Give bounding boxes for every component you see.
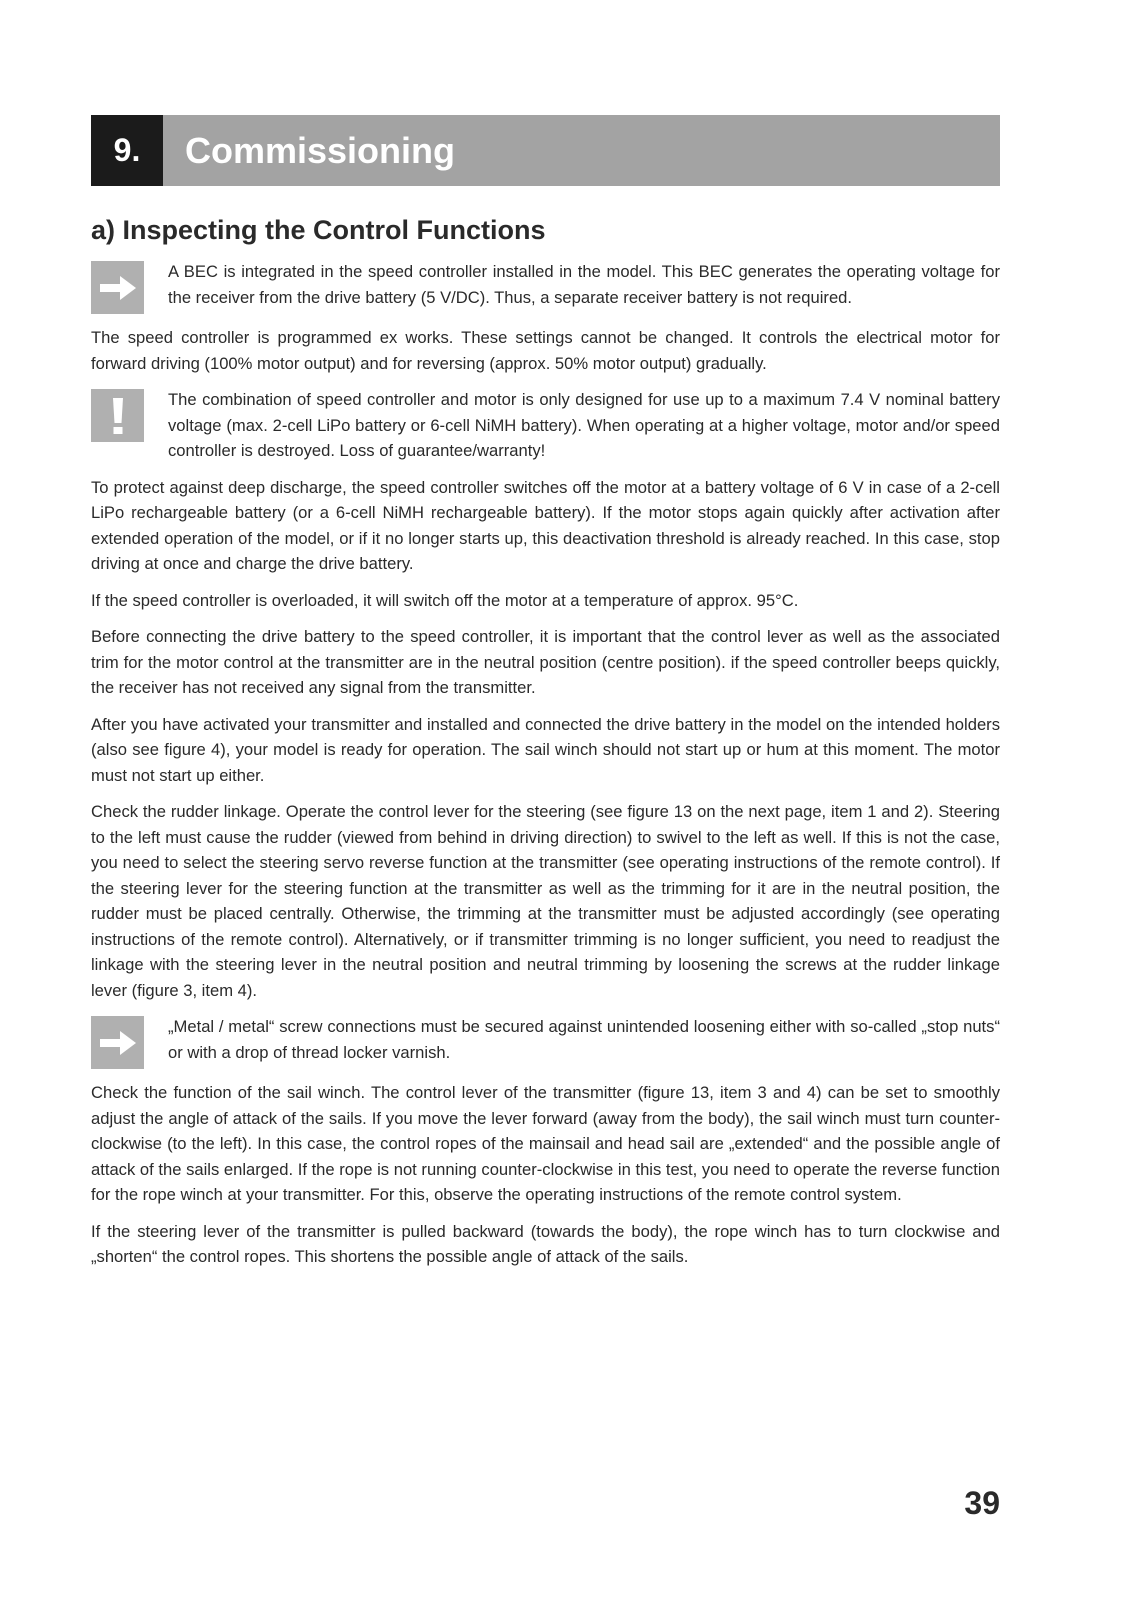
section-heading: a) Inspecting the Control Functions [91, 215, 546, 245]
paragraph: The speed controller is programmed ex works. These settings cannot be changed. It controls the electrical motor for forward driving (100% motor output) and for reversing (approx. 50% motor output) gradually. [91, 328, 1000, 373]
paragraph: Check the function of the sail winch. The control lever of the transmitter (figure 13, item 3 and 4) can be set to smoothly adjust the angle of attack of the sails. If you move the lever forward (away from the body), the sail winch must turn counter-clockwise (to the left). In this case, the control ropes of the mainsail and head sail are „extended“ and the possible angle of attack of the sails enlarged. If the rope is not running counter-clockwise in this test, you need to operate the reverse function for the rope winch at your transmitter. For this, observe the operating instructions of the remote control system. [91, 1083, 1000, 1204]
chapter-header [91, 115, 1000, 186]
warning-note-voltage [91, 387, 1000, 464]
paragraph: If the speed controller is overloaded, it will switch off the motor at a temperature of approx. 95°C. [91, 590, 799, 610]
paragraph: To protect against deep discharge, the speed controller switches off the motor at a battery voltage of 6 V in case of a 2-cell LiPo rechargeable battery (or a 6-cell NiMH rechargeable battery). If the motor stops again quickly after activation after extended operation of the model, or if it no longer starts up, this deactivation threshold is already reached. In this case, stop driving at once and charge the drive battery. [91, 477, 1000, 573]
note-text: „Metal / metal“ screw connections must be secured against unintended loosening either with so-called „stop nuts“ or with a drop of thread locker varnish. [168, 1017, 1000, 1062]
chapter-title: Commissioning [185, 129, 456, 171]
arrow-right-icon [91, 1016, 144, 1069]
exclamation-icon [91, 389, 144, 442]
arrow-right-icon [91, 261, 144, 314]
chapter-number: 9. [91, 115, 163, 186]
note-text: A BEC is integrated in the speed controller installed in the model. This BEC generates the operating voltage for the receiver from the drive battery (5 V/DC). Thus, a separate receiver battery is not required. [168, 262, 1000, 307]
warning-text: The combination of speed controller and motor is only designed for use up to a maximum 7.4 V nominal battery voltage (max. 2-cell LiPo battery or 6-cell NiMH battery). When operating at a higher voltage, motor and/or speed controller is destroyed. Loss of guarantee/warranty! [168, 390, 1000, 460]
paragraph: Check the rudder linkage. Operate the control lever for the steering (see figure 13 on the next page, item 1 and 2). Steering to the left must cause the rudder (viewed from behind in driving direction) to swivel to the left as well. If this is not the case, you need to select the steering servo reverse function at the transmitter (see operating instructions of the remote control). If the steering lever for the steering function at the transmitter as well as the trimming for it are in the neutral position, the rudder must be placed centrally. Otherwise, the trimming at the transmitter must be adjusted accordingly (see operating instructions of the remote control). Alternatively, or if transmitter trimming is no longer sufficient, you need to readjust the linkage with the steering lever in the neutral position and neutral trimming by loosening the screws at the rudder linkage lever (figure 3, item 4). [91, 802, 1000, 1000]
paragraph: After you have activated your transmitter and installed and connected the drive battery in the model on the intended holders (also see figure 4), your model is ready for operation. The sail winch should not start up or hum at this moment. The motor must not start up either. [91, 714, 1000, 785]
info-note-bec [91, 259, 1000, 314]
page-number: 39 [964, 1485, 1000, 1521]
page-content [91, 213, 1000, 1281]
info-note-screws [91, 1014, 1000, 1069]
paragraph: Before connecting the drive battery to the speed controller, it is important that the control lever as well as the associated trim for the motor control at the transmitter are in the neutral position (centre position). if the speed controller beeps quickly, the receiver has not received any signal from the transmitter. [91, 627, 1000, 697]
paragraph: If the steering lever of the transmitter is pulled backward (towards the body), the rope winch has to turn clockwise and „shorten“ the control ropes. This shortens the possible angle of attack of the sails. [91, 1221, 1000, 1266]
